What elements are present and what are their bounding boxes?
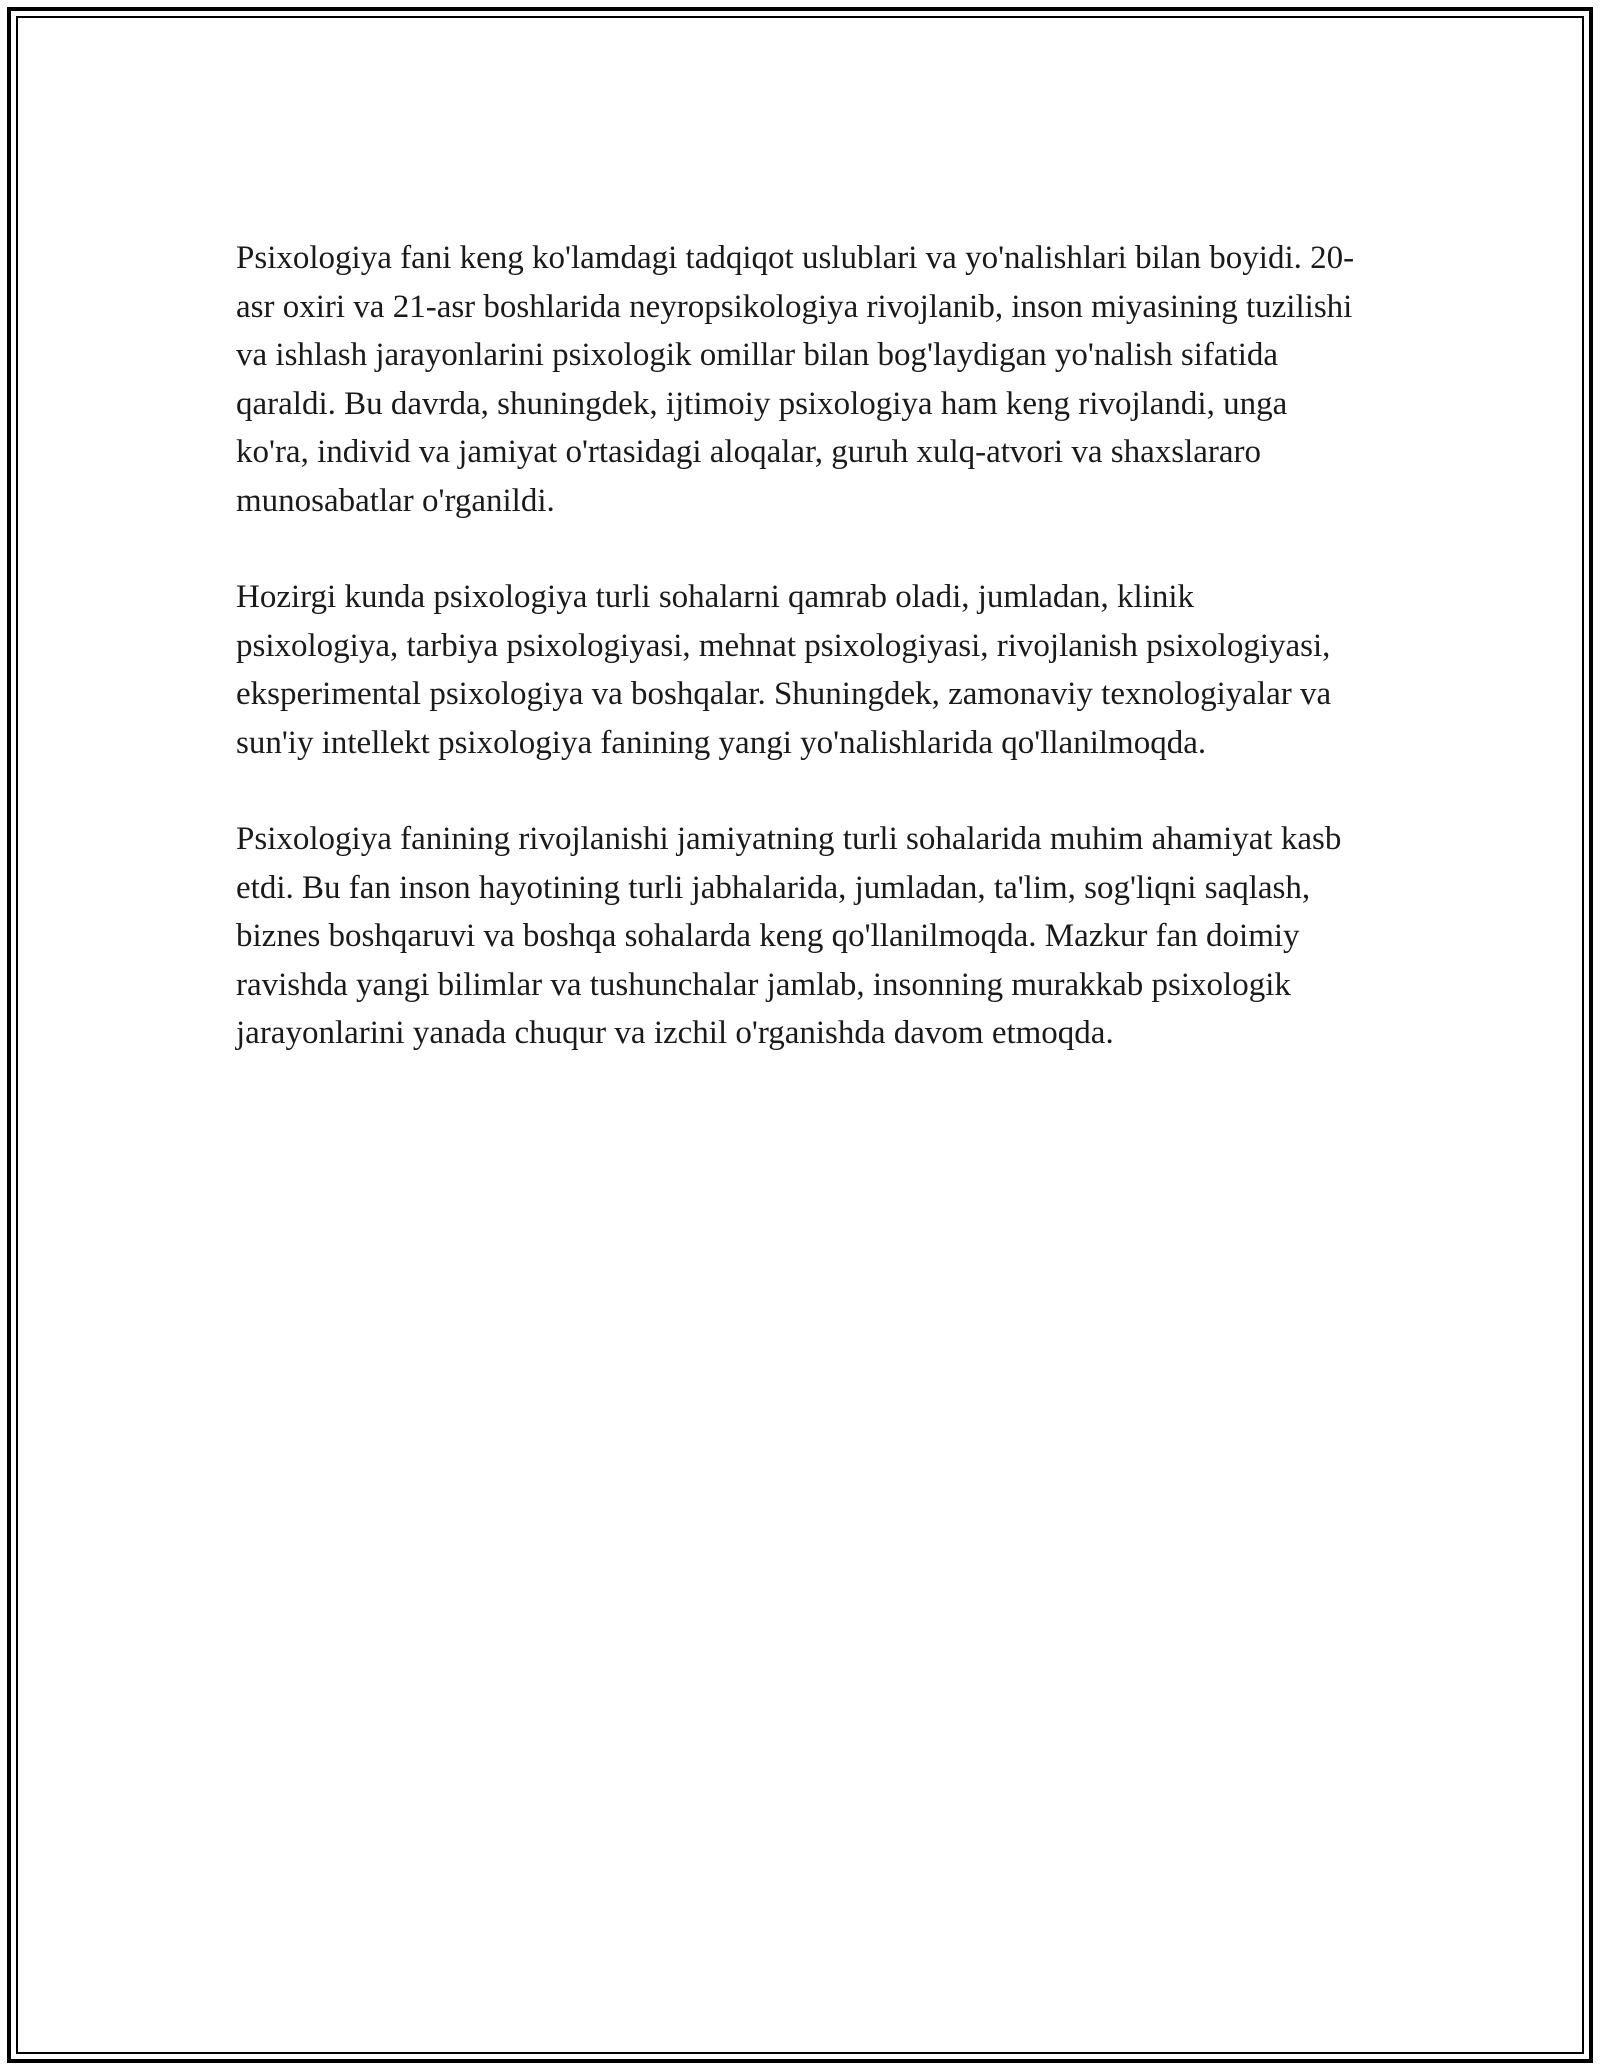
paragraph-3: Psixologiya fanining rivojlanishi jamiyatning turli sohalarida muhim ahamiyat kasb etdi. Bu fan inson hayotining turli jabhalarida, jumladan, ta'lim, sog'liqni saqlash, biznes boshqaruvi va boshqa sohalarda keng qo'llanilmoqda. Mazkur fan doimiy ravishda yangi bilimlar va tushunchalar jamlab, insonning murakkab psixologik jarayonlarini yanada chuqur va izchil o'rganishda davom etmoqda. xyxy=(236,821,1342,1051)
paragraph-2: Hozirgi kunda psixologiya turli sohalarni qamrab oladi, jumladan, klinik psixologiya, tarbiya psixologiyasi, mehnat psixologiyasi, rivojlanish psixologiyasi, eksperimental psixologiya va boshqalar. Shuningdek, zamonaviy texnologiyalar va sun'iy intellekt psixologiya fanining yangi yo'nalishlarida qo'llanilmoqda. xyxy=(236,579,1332,761)
document-body xyxy=(236,234,1356,1106)
paragraph-1: Psixologiya fani keng ko'lamdagi tadqiqot uslublari va yo'nalishlari bilan boyidi. 20-asr oxiri va 21-asr boshlarida neyropsikologiya rivojlanib, inson miyasining tuzilishi va ishlash jarayonlarini psixologik omillar bilan bog'laydigan yo'nalish sifatida qaraldi. Bu davrda, shuningdek, ijtimoiy psixologiya ham keng rivojlandi, unga ko'ra, individ va jamiyat o'rtasidagi aloqalar, guruh xulq-atvori va shaxslararo munosabatlar o'rganildi. xyxy=(236,240,1355,519)
